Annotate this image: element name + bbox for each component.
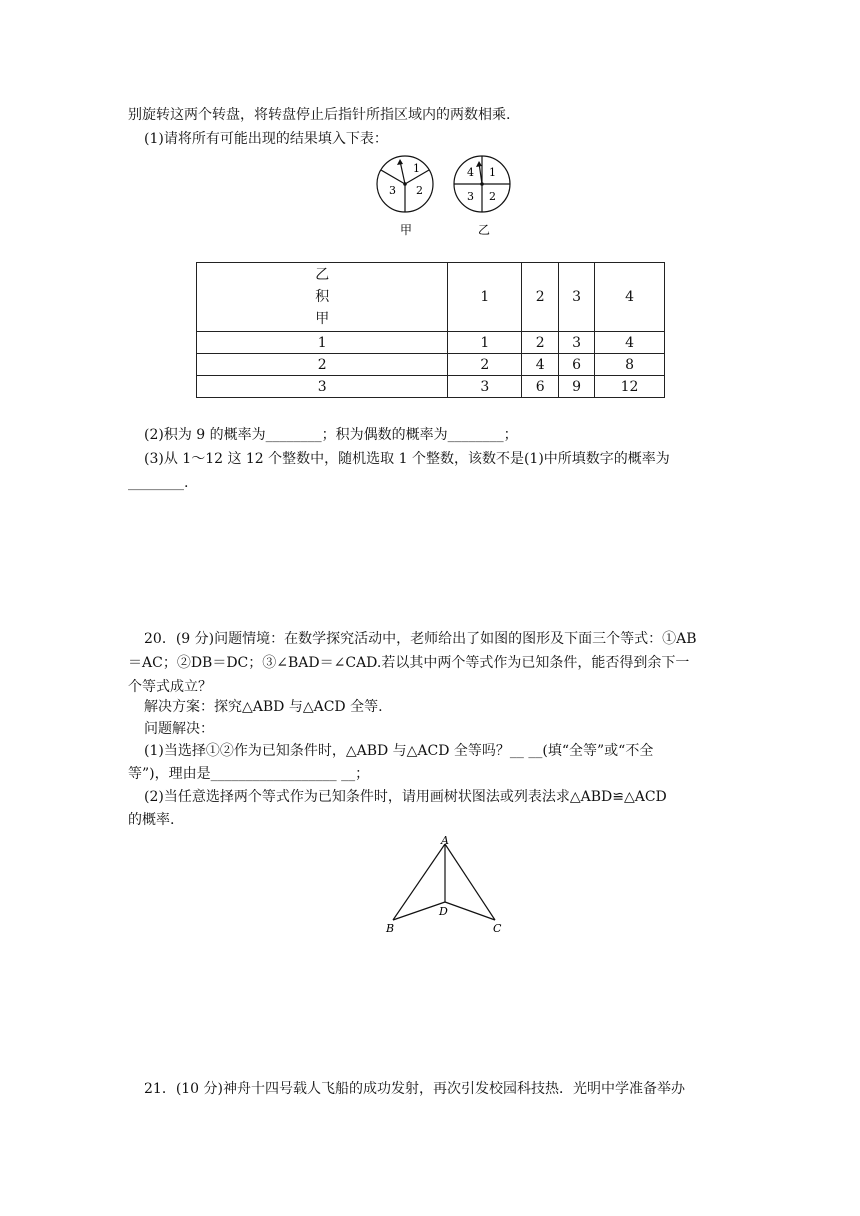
vertex-label-d: D xyxy=(439,905,448,918)
segment-ac xyxy=(445,844,495,920)
spinner-yi-figure xyxy=(448,150,520,240)
segment-cd xyxy=(445,902,495,920)
q21-line1: 21．(10 分)神舟十四号载人飞船的成功发射，再次引发校园科技热．光明中学准备举办 xyxy=(144,1081,686,1097)
table-cell: 6 xyxy=(559,354,595,376)
table-row xyxy=(197,376,665,398)
spinner-yi-sector-2: 2 xyxy=(489,190,496,203)
table-cell: 3 xyxy=(559,332,595,354)
table-corner-cell xyxy=(197,263,448,332)
table-col-header: 2 xyxy=(522,263,559,332)
spinner-yi-sector-1: 1 xyxy=(489,166,496,179)
corner-label-yi: 乙 xyxy=(315,267,330,283)
q20-line2: ＝AC；②DB＝DC；③∠BAD＝∠CAD.若以其中两个等式作为已知条件，能否得到余下一 xyxy=(128,655,690,671)
q20-part1-line2: 等”)，理由是__________________ __； xyxy=(128,766,370,782)
spinner-yi-arrowhead-icon xyxy=(476,161,482,167)
q19-part2: (2)积为 9 的概率为________；积为偶数的概率为________； xyxy=(144,427,518,443)
table-cell: 4 xyxy=(595,332,665,354)
spinner-yi-sector-4: 4 xyxy=(467,166,474,179)
table-cell: 4 xyxy=(522,354,559,376)
table-cell: 9 xyxy=(559,376,595,398)
spinner-jia-sector-1: 1 xyxy=(413,162,420,175)
table-row-label: 2 xyxy=(197,354,448,376)
corner-label-ji: 积 xyxy=(315,289,330,305)
vertex-label-a: A xyxy=(441,834,449,847)
table-row-label: 1 xyxy=(197,332,448,354)
q20-line3: 个等式成立？ xyxy=(128,679,212,695)
q19-intro: 别旋转这两个转盘，将转盘停止后指针所指区域内的两数相乘. xyxy=(128,107,511,123)
spinner-yi-hub xyxy=(480,182,484,186)
table-row xyxy=(197,354,665,376)
q20-solve-label: 问题解决： xyxy=(144,721,214,737)
spinner-yi-caption: 乙 xyxy=(478,223,491,237)
vertex-label-c: C xyxy=(493,922,502,935)
spinner-jia-sector-3: 3 xyxy=(389,184,396,197)
q20-part2-line2: 的概率. xyxy=(128,812,175,828)
spinner-jia-divider-c xyxy=(381,170,405,184)
table-cell: 8 xyxy=(595,354,665,376)
table-col-header: 1 xyxy=(448,263,522,332)
spinner-jia-arrowhead-icon xyxy=(397,159,403,165)
table-cell: 3 xyxy=(448,376,522,398)
spinner-jia-pointer-icon xyxy=(400,161,405,184)
q19-part3-line1: (3)从 1～12 这 12 个整数中，随机选取 1 个整数，该数不是(1)中所填数字的概率为 xyxy=(144,451,670,467)
triangle-figure xyxy=(380,834,510,936)
table-row xyxy=(197,332,665,354)
q20-part1-line1: (1)当选择①②作为已知条件时，△ABD 与△ACD 全等吗？__ __(填“全等”或“不全 xyxy=(144,743,654,759)
q19-part1: (1)请将所有可能出现的结果填入下表： xyxy=(144,131,388,147)
q20-part2-line1: (2)当任意选择两个等式作为已知条件时，请用画树状图法或列表法求△ABD≌△ACD xyxy=(144,789,667,805)
q19-part3-line2: ________. xyxy=(128,475,189,491)
table-col-header: 4 xyxy=(595,263,665,332)
spinner-jia-hub xyxy=(403,182,407,186)
table-cell: 12 xyxy=(595,376,665,398)
q20-plan: 解决方案：探究△ABD 与△ACD 全等. xyxy=(144,699,383,715)
spinner-jia-figure xyxy=(370,150,442,240)
segment-ab xyxy=(393,844,445,920)
table-cell: 6 xyxy=(522,376,559,398)
spinner-jia-caption: 甲 xyxy=(400,223,413,237)
table-header-row xyxy=(197,263,665,332)
table-cell: 1 xyxy=(448,332,522,354)
table-row-label: 3 xyxy=(197,376,448,398)
segment-bd xyxy=(393,902,445,920)
corner-label-jia: 甲 xyxy=(315,311,330,327)
product-table xyxy=(196,262,665,398)
spinner-jia-sector-2: 2 xyxy=(416,184,423,197)
table-cell: 2 xyxy=(448,354,522,376)
vertex-label-b: B xyxy=(386,922,395,935)
spinner-yi-sector-3: 3 xyxy=(467,190,474,203)
q20-line1: 20．(9 分)问题情境：在数学探究活动中，老师给出了如图的图形及下面三个等式：①AB xyxy=(144,631,697,647)
table-col-header: 3 xyxy=(559,263,595,332)
table-cell: 2 xyxy=(522,332,559,354)
